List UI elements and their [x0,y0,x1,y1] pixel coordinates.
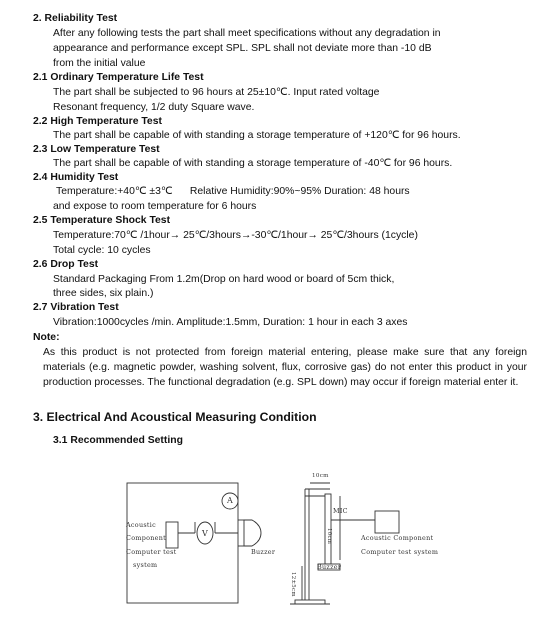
section-2-7-text-line: Vibration:1000cycles /min. Amplitude:1.5mm, Duration: 1 hour in each 3 axes [53,317,408,328]
section-2-2-heading: 2.2 High Temperature Test [33,116,162,127]
section-3-heading: 3. Electrical And Acoustical Measuring Condition [33,410,317,424]
dimension-top-label: 10cm [312,473,329,479]
section-2-1-text-line: The part shall be subjected to 96 hours at 25±10℃. Input rated voltage [53,87,380,98]
section-2-3-text-line: The part shall be capable of with standing a storage temperature of -40℃ for 96 hours. [53,158,453,169]
voltmeter-label: V [202,529,209,538]
section-2-1-text-line: Resonant frequency, 1/2 duty Square wave. [53,102,255,113]
buzzer-label-right: Buzzer [317,563,342,571]
note-text-line: production processes. The functional degradation (e.g. SPL down) may occur if foreign material enter it. [43,377,519,388]
section-2-4-text-line: Temperature:+40℃ ±3℃ Relative Humidity:90%~95% Duration: 48 hours [56,186,410,197]
note-text-line: materials (e.g. magnetic powder, washing solvent, flux, corrosive gas) do not enter this product in your [43,362,527,373]
left-label-line: Component [126,534,167,542]
section-2-text-line: After any following tests the part shall meet specifications without any degradation in [53,28,441,39]
note-heading: Note: [33,332,60,343]
circuit-outline [127,483,238,603]
section-3-1-heading: 3.1 Recommended Setting [53,435,183,446]
acoustic-component-box-right [375,511,399,533]
section-2-6-text-line: three sides, six plain.) [53,288,154,299]
stand-base [295,600,325,604]
section-2-5-text-line: Total cycle: 10 cycles [53,245,151,256]
section-2-5-heading: 2.5 Temperature Shock Test [33,215,171,226]
dimension-stand-label: 12±5cm [290,572,296,597]
section-2-6-text-line: Standard Packaging From 1.2m(Drop on hard wood or board of 5cm thick, [53,274,395,285]
dimension-mid-label: 10cm [326,528,332,545]
section-2-5-text-line: Temperature:70℃ /1hour→ 25℃/3hours→-30℃/1hour→ 25℃/3hours (1cycle) [53,230,418,241]
right-label-line: Acoustic Component [361,534,434,542]
note-text-line: As this product is not protected from foreign material entering, please make sure that any foreign [43,347,527,358]
buzzer-label-left: Buzzer [251,548,276,556]
acoustic-component-box [166,522,178,548]
ammeter-label: A [227,496,234,505]
section-2-1-heading: 2.1 Ordinary Temperature Life Test [33,72,204,83]
section-2-4-heading: 2.4 Humidity Test [33,172,119,183]
section-2-7-heading: 2.7 Vibration Test [33,302,119,313]
section-2-text-line: appearance and performance except SPL. SPL shall not deviate more than -10 dB [53,43,432,54]
section-2-6-heading: 2.6 Drop Test [33,259,99,270]
section-2-heading: 2. Reliability Test [33,13,118,24]
right-label-line: Computer test system [361,548,439,556]
section-2-text-line: from the initial value [53,58,146,69]
section-2-4-text-line: and expose to room temperature for 6 hours [53,201,257,212]
section-2-2-text-line: The part shall be capable of with standing a storage temperature of +120℃ for 96 hours. [53,130,461,141]
left-label-line: system [133,561,158,569]
left-label-line: Acoustic [126,521,157,529]
left-label-line: Computer test [126,548,177,556]
section-2-3-heading: 2.3 Low Temperature Test [33,144,160,155]
buzzer-symbol-left [244,520,261,546]
mic-label: MIC [333,507,348,515]
